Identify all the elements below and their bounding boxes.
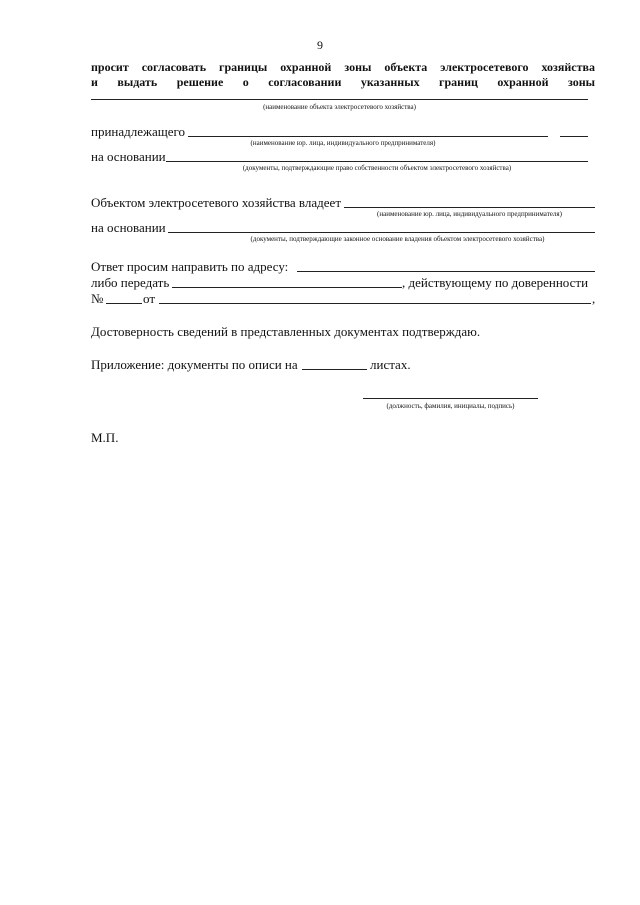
signature-field[interactable] [363,398,538,399]
legal-entity-field-2[interactable] [344,207,595,208]
stamp-label: М.П. [91,430,119,445]
trailing-comma: , [592,291,596,306]
basis-label-1: на основании [91,149,166,164]
header-word: и [91,75,98,89]
attachment-suffix: листах. [370,357,411,372]
header-line-2 [91,75,595,90]
legal-entity-caption-1: (наименование юр. лица, индивидуального предпринимателя) [250,139,436,147]
header-word: решение [176,75,224,89]
acting-by-proxy-label: , действующему по доверенности [402,275,589,290]
legal-entity-caption-2: (наименование юр. лица, индивидуального предпринимателя) [377,210,562,218]
recipient-field[interactable] [172,287,402,288]
confirmation-text: Достоверность сведений в представленных документах подтверждаю. [91,324,481,339]
header-word: охранной [280,60,332,74]
owner-label: Объектом электросетевого хозяйства владеет [91,195,341,210]
proxy-number-field[interactable] [106,303,142,304]
signature-caption: (должность, фамилия, инициалы, подпись) [386,402,515,410]
header-word: объекта [384,60,428,74]
header-line-1 [91,60,595,75]
header-word: границы [219,60,268,74]
belonging-label: принадлежащего [91,124,186,139]
from-label: от [143,291,156,306]
header-word: хозяйства [541,60,595,74]
legal-entity-field-1-tail[interactable] [560,136,588,137]
legal-entity-field-1[interactable] [188,136,548,137]
address-label: Ответ просим направить по адресу: [91,259,289,274]
header-word: зоны [567,75,595,89]
header-word: зоны [344,60,372,74]
number-sign-label: № [91,291,104,306]
or-transfer-label: либо передать [91,275,170,290]
possession-docs-field[interactable] [168,232,595,233]
header-word: о [242,75,249,89]
ownership-docs-caption: (документы, подтверждающие право собственности объектом электросетевого хозяйства) [242,164,512,172]
sheets-count-field[interactable] [302,369,367,370]
header-word: согласовать [141,60,207,74]
page-number: 9 [317,38,323,52]
proxy-date-field[interactable] [159,303,591,304]
header-word: согласовании [268,75,342,89]
basis-label-2: на основании [91,220,166,235]
object-name-field[interactable] [91,99,588,100]
object-name-caption: (наименование объекта электросетевого хозяйства) [263,103,416,111]
header-word: указанных [360,75,420,89]
header-word: охранной [497,75,549,89]
ownership-docs-field[interactable] [166,161,588,162]
header-word: просит [91,60,129,74]
header-word: электросетевого [440,60,529,74]
header-word: границ [439,75,478,89]
header-word: выдать [117,75,158,89]
possession-docs-caption: (документы, подтверждающие законное основание владения объектом электросетевого хозяйства) [250,235,545,243]
address-field[interactable] [297,271,595,272]
attachment-prefix: Приложение: документы по описи на [91,357,298,372]
